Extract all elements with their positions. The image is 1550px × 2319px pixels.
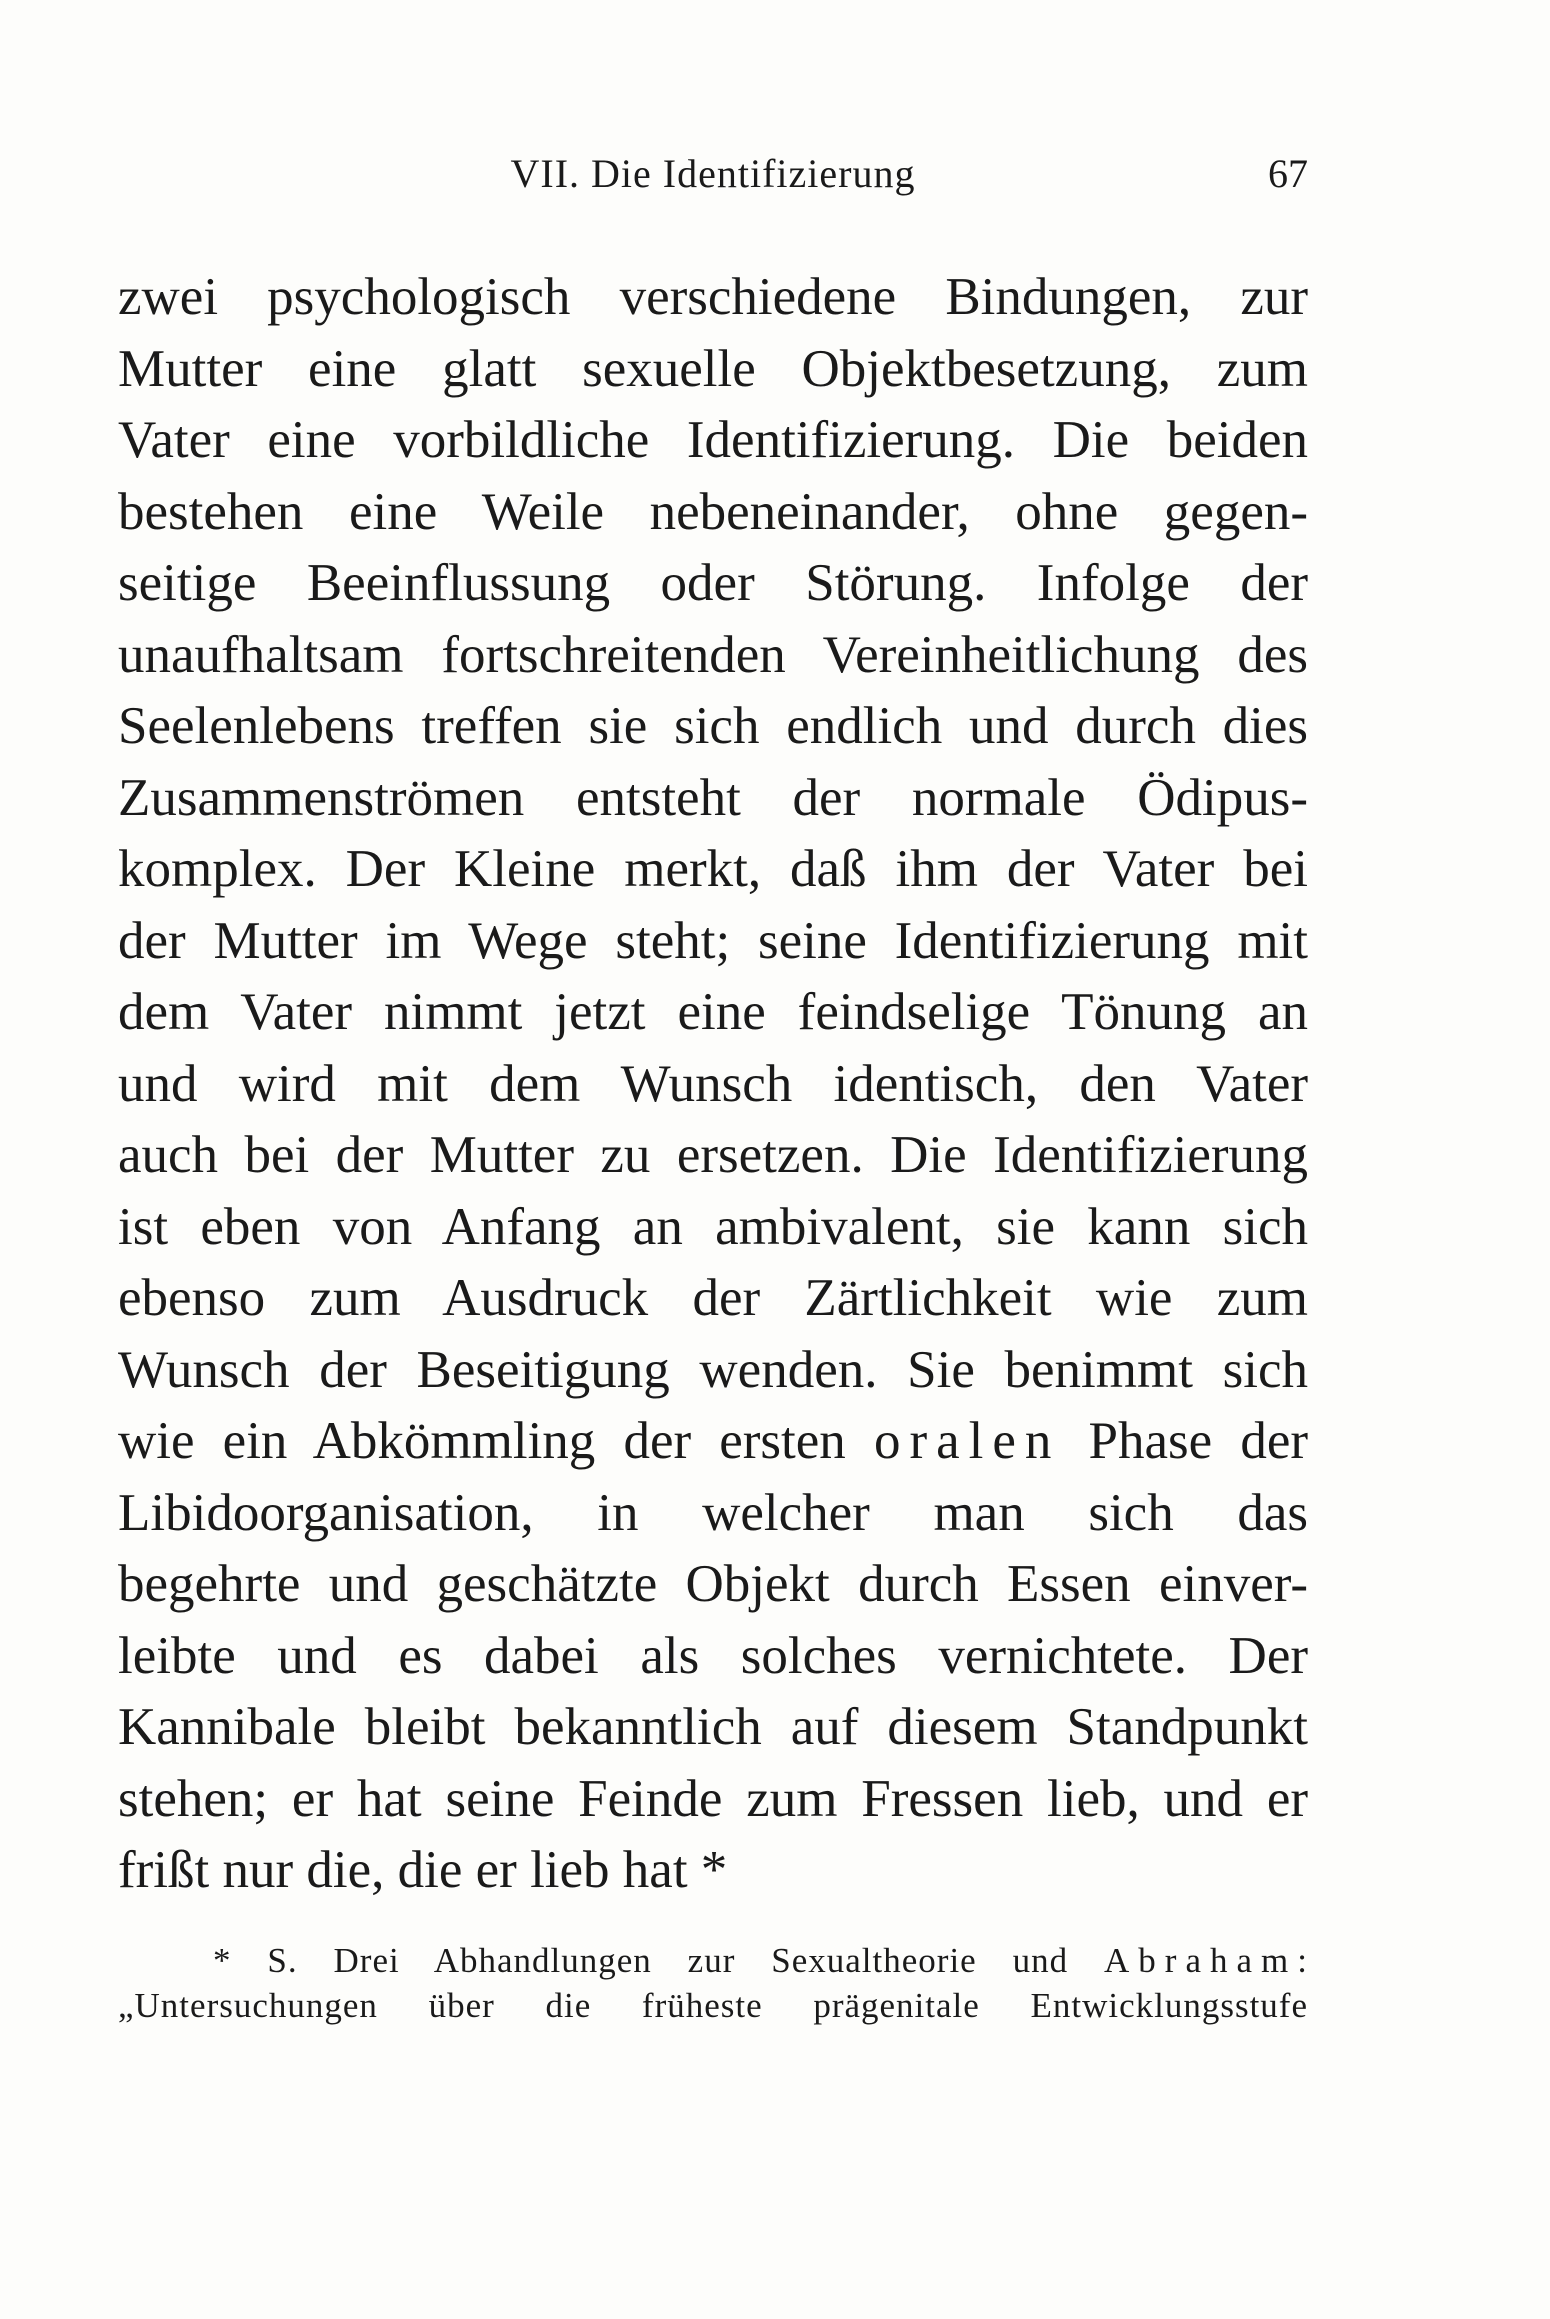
text-line-5: seitige Beeinflussung oder Störung. Infolge der (118, 554, 1308, 612)
text-line-20: leibte und es dabei als solches vernichtete. Der (118, 1626, 1308, 1685)
text-line-12: und wird mit dem Wunsch identisch, den Vater (118, 1054, 1308, 1113)
text-line-17-end: Phase der (1060, 1412, 1308, 1470)
footnote-line-1 (118, 1938, 1308, 1983)
text-line-9: komplex. Der Kleine merkt, daß ihm der Vater bei (118, 840, 1308, 898)
text-line-15: ebenso zum Ausdruck der Zärtlichkeit wie zum (118, 1269, 1308, 1327)
text-line-17-start: wie ein Abkömmling der ersten (118, 1412, 874, 1470)
text-line-4: bestehen eine Weile nebeneinander, ohne gegen- (118, 482, 1308, 541)
footnote-line-2: „Untersuchungen über die früheste prägenitale Entwicklungsstufe (118, 1986, 1308, 2025)
text-line-13: auch bei der Mutter zu ersetzen. Die Identifizierung (118, 1126, 1308, 1184)
text-line-11: dem Vater nimmt jetzt eine feindselige Tönung an (118, 983, 1308, 1041)
footnote (118, 1938, 1308, 2028)
text-line-18: Libidoorganisation, in welcher man sich das (118, 1483, 1308, 1542)
text-line-19: begehrte und geschätzte Objekt durch Essen einver- (118, 1555, 1308, 1613)
body-text (118, 262, 1308, 1907)
emphasis-abraham: Abraham (1104, 1941, 1298, 1980)
text-line-22: stehen; er hat seine Feinde zum Fressen lieb, und er (118, 1769, 1308, 1828)
running-title: VII. Die Identifizierung (510, 151, 916, 196)
footnote-line-1-end: : (1297, 1941, 1308, 1980)
text-line-23: frißt nur die, die er lieb hat * (118, 1841, 728, 1899)
running-head (118, 150, 1308, 200)
text-line-1: zwei psychologisch verschiedene Bindungen, zur (118, 268, 1308, 326)
text-line-8: Zusammenströmen entsteht der normale Ödipus- (118, 768, 1308, 827)
text-line-7: Seelenlebens treffen sie sich endlich und durch dies (118, 697, 1308, 755)
text-line-6: unaufhaltsam fortschreitenden Vereinheitlichung des (118, 625, 1308, 684)
text-line-14: ist eben von Anfang an ambivalent, sie kann sich (118, 1197, 1308, 1256)
text-line-3: Vater eine vorbildliche Identifizierung. Die beiden (118, 411, 1308, 469)
text-line-17 (118, 1406, 1308, 1478)
footnote-line-1-start: * S. Drei Abhandlungen zur Sexualtheorie und (213, 1941, 1105, 1980)
emphasis-oralen: oralen (873, 1412, 1061, 1470)
text-line-16: Wunsch der Beseitigung wenden. Sie benimmt sich (118, 1340, 1308, 1399)
text-line-10: der Mutter im Wege steht; seine Identifizierung mit (118, 911, 1308, 970)
text-line-2: Mutter eine glatt sexuelle Objektbesetzung, zum (118, 339, 1308, 398)
page-number: 67 (1268, 151, 1308, 196)
text-line-21: Kannibale bleibt bekanntlich auf diesem Standpunkt (118, 1698, 1308, 1756)
